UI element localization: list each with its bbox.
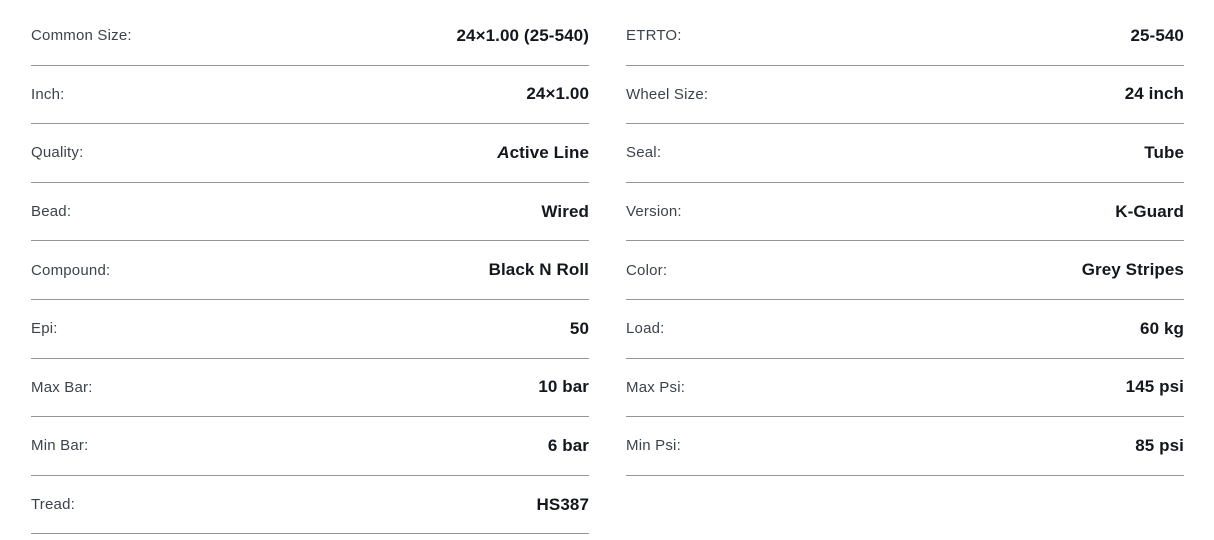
spec-row-common-size [31,7,589,66]
spec-row-color [626,241,1184,300]
spec-value-common-size: 24×1.00 (25-540) [456,25,589,45]
spec-column-right [626,7,1184,534]
spec-label-inch: Inch: [31,85,65,103]
spec-value-tread: HS387 [536,494,589,514]
spec-label-load: Load: [626,320,665,338]
spec-value-compound: Black N Roll [488,260,589,280]
spec-value-max-bar: 10 bar [538,377,589,397]
spec-label-max-bar: Max Bar: [31,378,93,396]
spec-value-version: K-Guard [1115,201,1184,221]
spec-row-min-psi [626,417,1184,476]
spec-label-bead: Bead: [31,203,72,221]
spec-label-version: Version: [626,203,682,221]
spec-row-etrto [626,7,1184,66]
spec-row-min-bar [31,417,589,476]
spec-label-min-bar: Min Bar: [31,437,89,455]
spec-row-inch [31,66,589,125]
spec-row-wheel-size [626,66,1184,125]
spec-label-seal: Seal: [626,144,662,162]
spec-value-quality: Active Line [497,142,589,162]
spec-row-compound [31,241,589,300]
spec-label-color: Color: [626,261,668,279]
spec-value-min-bar: 6 bar [547,435,589,455]
spec-label-min-psi: Min Psi: [626,437,681,455]
spec-label-compound: Compound: [31,261,111,279]
spec-row-seal [626,124,1184,183]
spec-value-color: Grey Stripes [1081,260,1184,280]
spec-row-load [626,300,1184,359]
spec-row-max-bar [31,359,589,418]
spec-row-epi [31,300,589,359]
spec-value-seal: Tube [1144,142,1184,162]
spec-column-left [31,7,589,534]
spec-row-bead [31,183,589,242]
spec-value-etrto: 25-540 [1130,25,1184,45]
spec-value-min-psi: 85 psi [1135,435,1184,455]
spec-value-max-psi: 145 psi [1125,377,1184,397]
spec-value-bead: Wired [541,201,589,221]
spec-row-tread [31,476,589,535]
spec-row-version [626,183,1184,242]
spec-label-tread: Tread: [31,496,75,514]
spec-row-max-psi [626,359,1184,418]
spec-label-wheel-size: Wheel Size: [626,85,709,103]
spec-value-wheel-size: 24 inch [1124,84,1184,104]
spec-label-max-psi: Max Psi: [626,378,686,396]
spec-value-inch: 24×1.00 [526,84,589,104]
spec-label-common-size: Common Size: [31,27,132,45]
spec-label-quality: Quality: [31,144,84,162]
spec-value-epi: 50 [569,318,589,338]
spec-label-etrto: ETRTO: [626,27,682,45]
spec-value-load: 60 kg [1140,318,1184,338]
spec-row-quality [31,124,589,183]
spec-label-epi: Epi: [31,320,58,338]
